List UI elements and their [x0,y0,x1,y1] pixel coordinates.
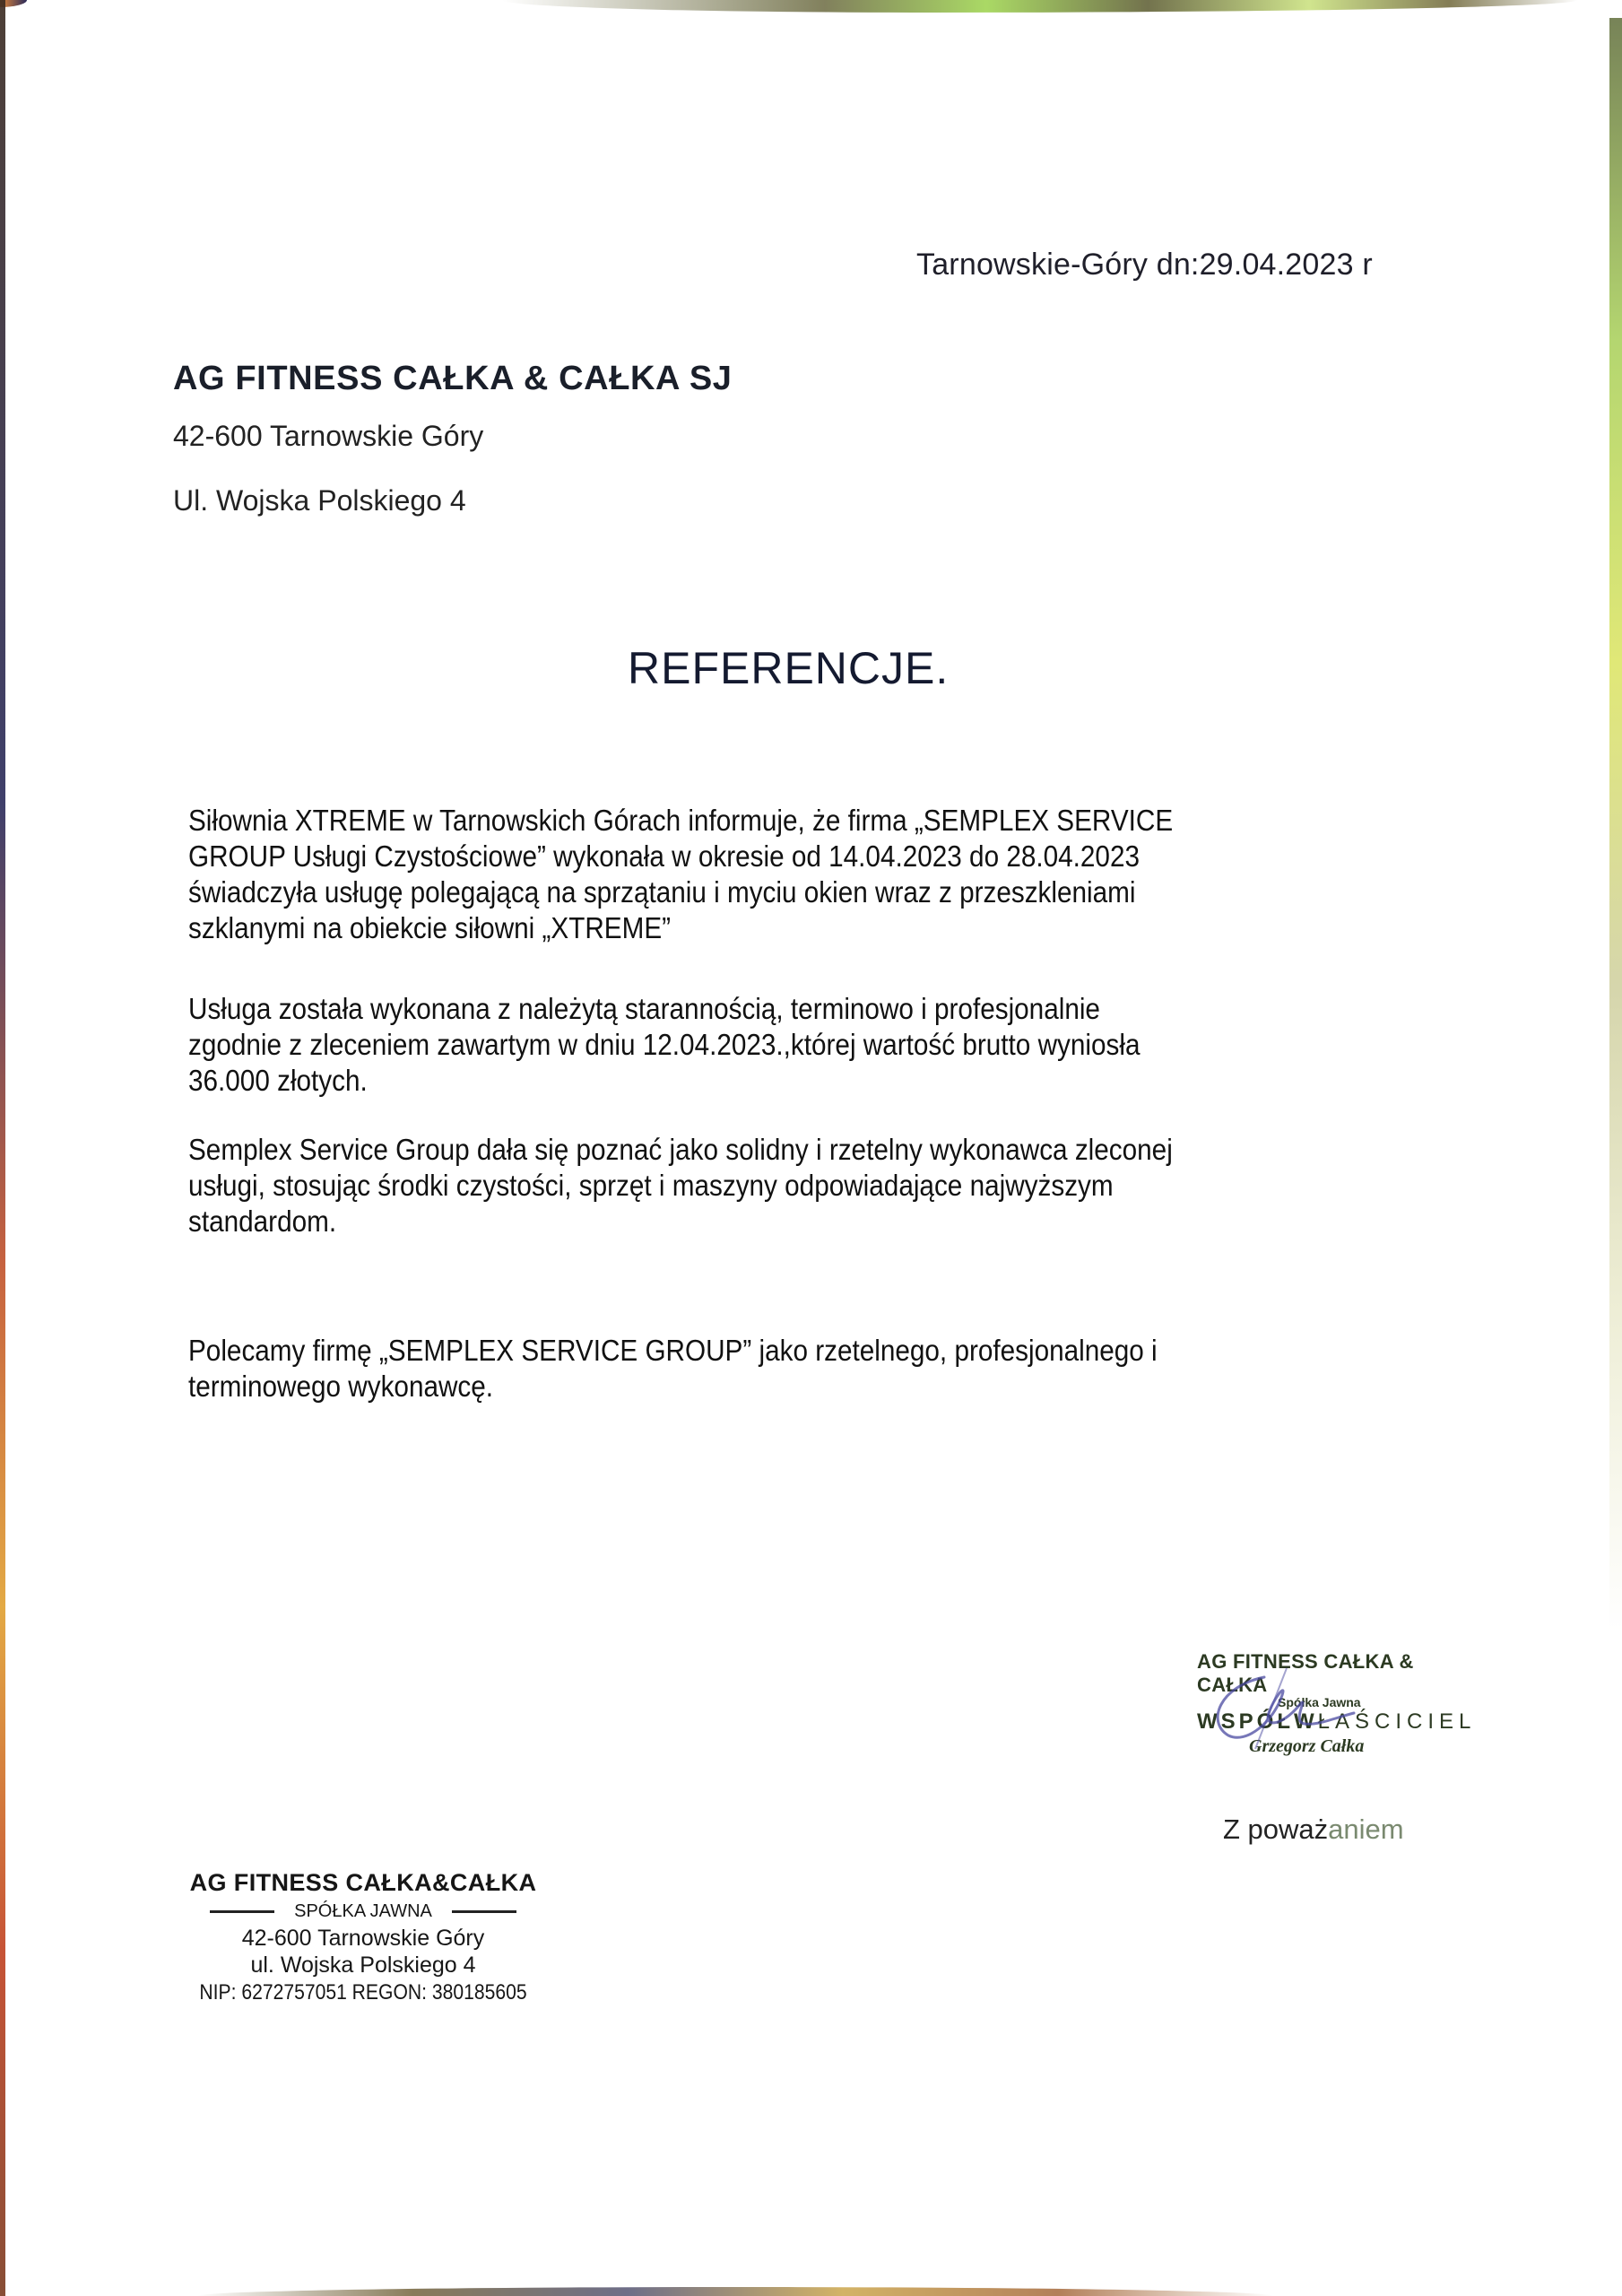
recipient-postal-line: 42-600 Tarnowskie Góry [173,420,484,452]
body-paragraph-3 [188,1132,1444,1239]
closing-phrase [1223,1813,1404,1846]
document-title: REFERENCJE. [628,643,950,693]
scan-edge-artifact [0,0,5,2296]
handwritten-signature-icon [1201,1659,1381,1758]
body-paragraph-2 [188,991,1444,1099]
paragraph-line: zgodnie z zleceniem zawartym w dniu 12.04.2023.,której wartość brutto wyniosła [188,1028,1141,1061]
divider [210,1910,274,1913]
paragraph-line: usługi, stosując środki czystości, sprzęt i maszyny odpowiadające najwyższym [188,1169,1114,1202]
stamp-role-part: WSPÓŁW [1197,1709,1318,1734]
paragraph-line: szklanymi na obiekcie siłowni „XTREME” [188,911,672,944]
scan-edge-artifact [1609,18,1622,1632]
stamp-role-part: ŁAŚCICIEL [1317,1709,1477,1734]
closing-text: Z poważ [1223,1813,1329,1845]
paragraph-line: Semplex Service Group dała się poznać jako solidny i rzetelny wykonawca zleconej [188,1133,1173,1166]
paragraph-line: GROUP Usługi Czystościowe” wykonała w okresie od 14.04.2023 do 28.04.2023 [188,839,1140,873]
company-stamp [175,1867,551,2007]
stamp-company-name: AG FITNESS CAŁKA&CAŁKA [189,1869,537,1896]
recipient-street-line: Ul. Wojska Polskiego 4 [173,484,466,517]
recipient-company-name: AG FITNESS CAŁKA & CAŁKA SJ [173,360,733,397]
scan-edge-artifact [502,0,1578,13]
stamp-company-type: Spółka Jawna [1278,1695,1361,1709]
paragraph-line: terminowego wykonawcę. [188,1370,494,1403]
recipient-address-block [173,359,733,547]
paragraph-line: świadczyła usługę polegającą na sprzątaniu i myciu okien wraz z przeszkleniami [188,875,1136,909]
stamp-signatory-name: Grzegorz Całka [1249,1736,1365,1756]
paragraph-line: Polecamy firmę „SEMPLEX SERVICE GROUP” jako rzetelnego, profesjonalnego i [188,1334,1158,1367]
stamp-subtitle: SPÓŁKA JAWNA [294,1901,432,1921]
stamp-postal: 42-600 Tarnowskie Góry [241,1926,485,1951]
stamp-tax-ids: NIP: 6272757051 REGON: 380185605 [199,1980,527,2005]
closing-text-faded: aniem [1328,1813,1404,1845]
body-paragraph-1 [188,803,1444,946]
scan-edge-artifact [197,2287,1273,2296]
paragraph-line: standardom. [188,1205,337,1238]
body-paragraph-4 [188,1333,1444,1405]
stamp-company: AG FITNESS CAŁKA & CAŁKA [1197,1650,1414,1696]
paragraph-line: Usługa została wykonana z należytą starannością, terminowo i profesjonalnie [188,992,1100,1025]
stamp-street: ul. Wojska Polskiego 4 [250,1952,476,1978]
paragraph-line: 36.000 złotych. [188,1064,368,1097]
divider [452,1910,516,1913]
paragraph-line: Siłownia XTREME w Tarnowskich Górach informuje, że firma „SEMPLEX SERVICE [188,804,1174,837]
stamp-subtitle-row [175,1898,551,1925]
place-and-date: Tarnowskie-Góry dn:29.04.2023 r [916,248,1373,282]
